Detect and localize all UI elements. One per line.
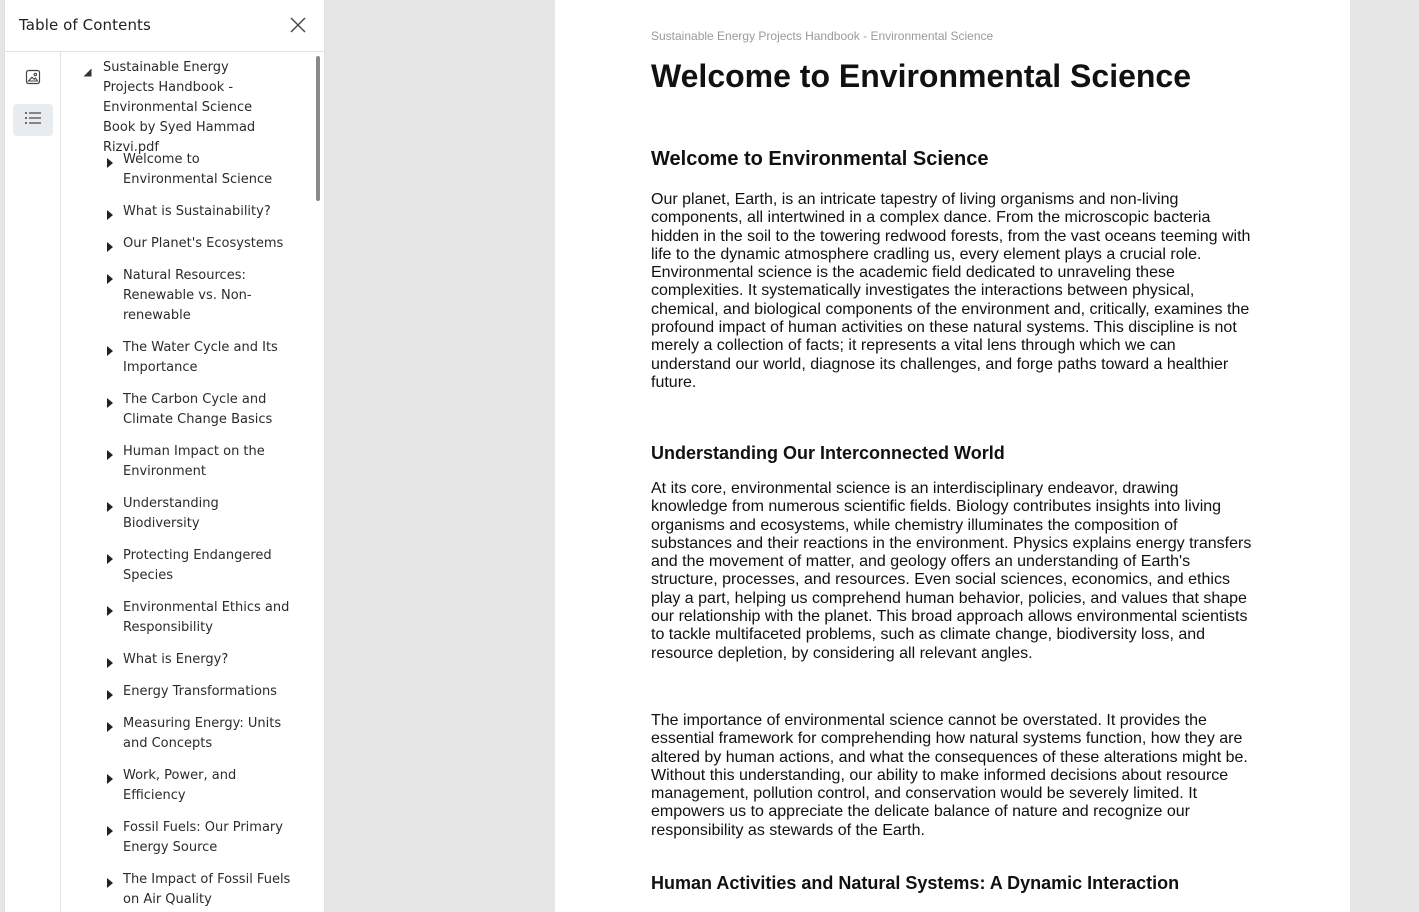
- toc-item-label: Human Impact on the Environment: [123, 444, 265, 479]
- sidebar-header: [5, 0, 325, 52]
- caret-right-icon[interactable]: [107, 207, 113, 227]
- thumbnail-icon: [25, 69, 41, 90]
- toc-item[interactable]: [61, 766, 291, 818]
- caret-right-icon[interactable]: [107, 499, 113, 519]
- toc-item-label: Natural Resources: Renewable vs. Non-renewable: [123, 268, 252, 323]
- toc-item[interactable]: [61, 870, 291, 912]
- toc-item-label: The Carbon Cycle and Climate Change Basics: [123, 392, 273, 427]
- toc-item-label: The Impact of Fossil Fuels on Air Quality: [123, 872, 291, 907]
- toc-scrollbar[interactable]: [316, 56, 320, 201]
- toc-item-label: Environmental Ethics and Responsibility: [123, 600, 290, 635]
- caret-right-icon[interactable]: [107, 271, 113, 291]
- paragraph: At its core, environmental science is an interdisciplinary endeavor, drawing knowledge from numerous scientific fields. Biology contributes insights into living organisms and ecosystems, while chemistry illuminates the composition of substances and their reactions in the environment. Physics explains energy transfers and the movement of matter, and geology offers an understanding of Earth's structure, processes, and resources. Even social sciences, economics, and ethics play a part, helping us comprehend human behavior, policies, and values that shape our relationship with the planet. This broad approach allows environmental scientists to tackle multifaceted problems, such as climate change, biodiversity loss, and resource depletion, by considering all relevant angles.: [651, 480, 1252, 662]
- close-icon[interactable]: [288, 15, 308, 35]
- caret-right-icon[interactable]: [107, 719, 113, 739]
- toc-item-label: The Water Cycle and Its Importance: [123, 340, 278, 375]
- section-heading: Welcome to Environmental Science: [651, 148, 989, 170]
- toc-item-label: What is Sustainability?: [123, 204, 271, 219]
- toc-tree: [61, 52, 325, 912]
- toc-item[interactable]: [61, 202, 291, 234]
- toc-item[interactable]: [61, 682, 291, 714]
- thumbnails-button[interactable]: [13, 63, 53, 95]
- toc-item-label: Protecting Endangered Species: [123, 548, 272, 583]
- sidebar-rail: [5, 52, 61, 912]
- toc-item-label: What is Energy?: [123, 652, 229, 667]
- toc-item[interactable]: [61, 818, 291, 870]
- section-heading: Human Activities and Natural Systems: A Dynamic Interaction: [651, 873, 1180, 893]
- toc-item[interactable]: [61, 150, 291, 202]
- toc-item-label: Energy Transformations: [123, 684, 277, 699]
- paragraph: The importance of environmental science cannot be overstated. It provides the essential framework for comprehending how natural systems function, how they are altered by human actions, and what the consequences of these alterations might be. Without this understanding, our ability to make informed decisions about resource management, pollution control, and conservation would be severely limited. It empowers us to appreciate the delicate balance of nature and recognize our responsibility as stewards of the Earth.: [651, 712, 1248, 839]
- caret-down-icon[interactable]: [83, 64, 92, 84]
- toc-item-label: Our Planet's Ecosystems: [123, 236, 284, 251]
- toc-root-label: Sustainable Energy Projects Handbook - Environmental Science Book by Syed Hammad Rizvi.pdf: [103, 60, 256, 155]
- caret-right-icon[interactable]: [107, 823, 113, 843]
- paragraph: Our planet, Earth, is an intricate tapestry of living organisms and non-living components, all intertwined in a complex dance. From the microscopic bacteria hidden in the soil to the towering redwood forests, from the vast oceans teeming with life to the dynamic atmosphere cradling us, every element plays a crucial role. Environmental science is the academic field dedicated to unraveling these complexities. It systematically investigates the interactions between physical, chemical, and biological components of the environment and, critically, examines the profound impact of human activities on these natural systems. This discipline is not merely a collection of facts; it represents a vital lens through which we can understand our world, diagnose its challenges, and forge paths toward a healthier future.: [651, 191, 1251, 391]
- toc-item-label: Work, Power, and Efficiency: [123, 768, 237, 803]
- caret-right-icon[interactable]: [107, 155, 113, 175]
- section-heading: Understanding Our Interconnected World: [651, 443, 1005, 463]
- toc-item[interactable]: [61, 234, 291, 266]
- toc-item[interactable]: [61, 266, 291, 338]
- caret-right-icon[interactable]: [107, 655, 113, 675]
- caret-right-icon[interactable]: [107, 239, 113, 259]
- caret-right-icon[interactable]: [107, 551, 113, 571]
- toc-item[interactable]: [61, 598, 291, 650]
- toc-item[interactable]: [61, 338, 291, 390]
- toc-item-label: Understanding Biodiversity: [123, 496, 219, 531]
- toc-item[interactable]: [61, 714, 291, 766]
- toc-item[interactable]: [61, 442, 291, 494]
- toc-item-label: Measuring Energy: Units and Concepts: [123, 716, 282, 751]
- caret-right-icon[interactable]: [107, 603, 113, 623]
- running-head: Sustainable Energy Projects Handbook - Environmental Science: [651, 29, 994, 43]
- toc-item[interactable]: [61, 650, 291, 682]
- toc-item-label: Fossil Fuels: Our Primary Energy Source: [123, 820, 283, 855]
- caret-right-icon[interactable]: [107, 875, 113, 895]
- toc-item[interactable]: [61, 546, 291, 598]
- outline-button[interactable]: [13, 104, 53, 136]
- page-title: Welcome to Environmental Science: [651, 58, 1192, 94]
- toc-sidebar: [4, 0, 325, 912]
- caret-right-icon[interactable]: [107, 447, 113, 467]
- caret-right-icon[interactable]: [107, 771, 113, 791]
- document-page: [555, 0, 1350, 912]
- toc-item-label: Welcome to Environmental Science: [123, 152, 273, 187]
- toc-list: [61, 150, 311, 912]
- caret-right-icon[interactable]: [107, 343, 113, 363]
- caret-right-icon[interactable]: [107, 395, 113, 415]
- toc-item[interactable]: [61, 494, 291, 546]
- toc-item[interactable]: [61, 390, 291, 442]
- caret-right-icon[interactable]: [107, 687, 113, 707]
- outline-list-icon: [24, 111, 42, 130]
- sidebar-title: Table of Contents: [19, 16, 151, 34]
